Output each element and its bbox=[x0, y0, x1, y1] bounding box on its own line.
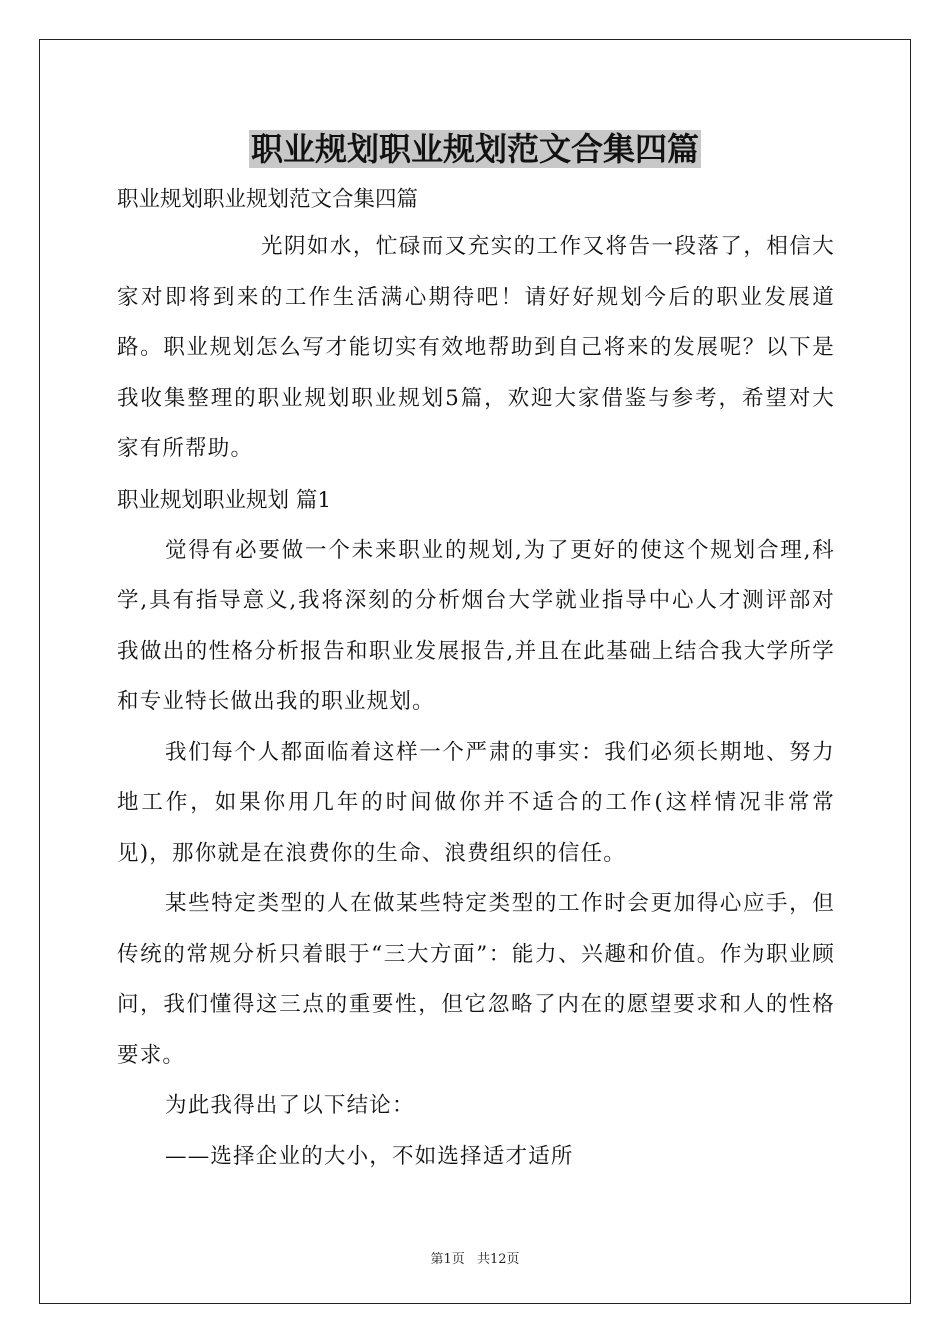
document-body bbox=[117, 178, 835, 1182]
section-heading: 职业规划职业规划 篇1 bbox=[117, 487, 332, 513]
document-subtitle: 职业规划职业规划范文合集四篇 bbox=[117, 187, 419, 212]
body-paragraph: 我们每个人都面临着这样一个严肃的事实：我们必须长期地、努力地工作，如果你用几年的时间做你并不适合的工作(这样情况非常常见)，那你就是在浪费你的生命、浪费组织的信任。 bbox=[117, 739, 835, 866]
document-title bbox=[0, 125, 950, 173]
page-footer bbox=[0, 1248, 950, 1267]
body-paragraph: 觉得有必要做一个未来职业的规划,为了更好的使这个规划合理,科学,具有指导意义,我将深刻的分析烟台大学就业指导中心人才测评部对我做出的性格分析报告和职业发展报告,并且在此基础上结合我大学所学和专业特长做出我的职业规划。 bbox=[117, 537, 835, 714]
page-number: 第1页 bbox=[430, 1252, 465, 1267]
page-total: 共12页 bbox=[476, 1252, 520, 1267]
body-paragraph: 为此我得出了以下结论： bbox=[165, 1093, 415, 1118]
intro-paragraph: 光阴如水，忙碌而又充实的工作又将告一段落了，相信大家对即将到来的工作生活满心期待吧！请好好规划今后的职业发展道路。职业规划怎么写才能切实有效地帮助到自己将来的发展呢？以下是我收集整理的职业规划职业规划5篇，欢迎大家借鉴与参考，希望对大家有所帮助。 bbox=[117, 234, 835, 461]
document-title-text: 职业规划职业规划范文合集四篇 bbox=[250, 130, 699, 168]
body-paragraph: ——选择企业的大小，不如选择适才适所 bbox=[165, 1143, 574, 1169]
body-paragraph: 某些特定类型的人在做某些特定类型的工作时会更加得心应手，但传统的常规分析只着眼于“三大方面”：能力、兴趣和价值。作为职业顾问，我们懂得这三点的重要性，但它忽略了内在的愿望要求和人的性格要求。 bbox=[117, 891, 835, 1068]
